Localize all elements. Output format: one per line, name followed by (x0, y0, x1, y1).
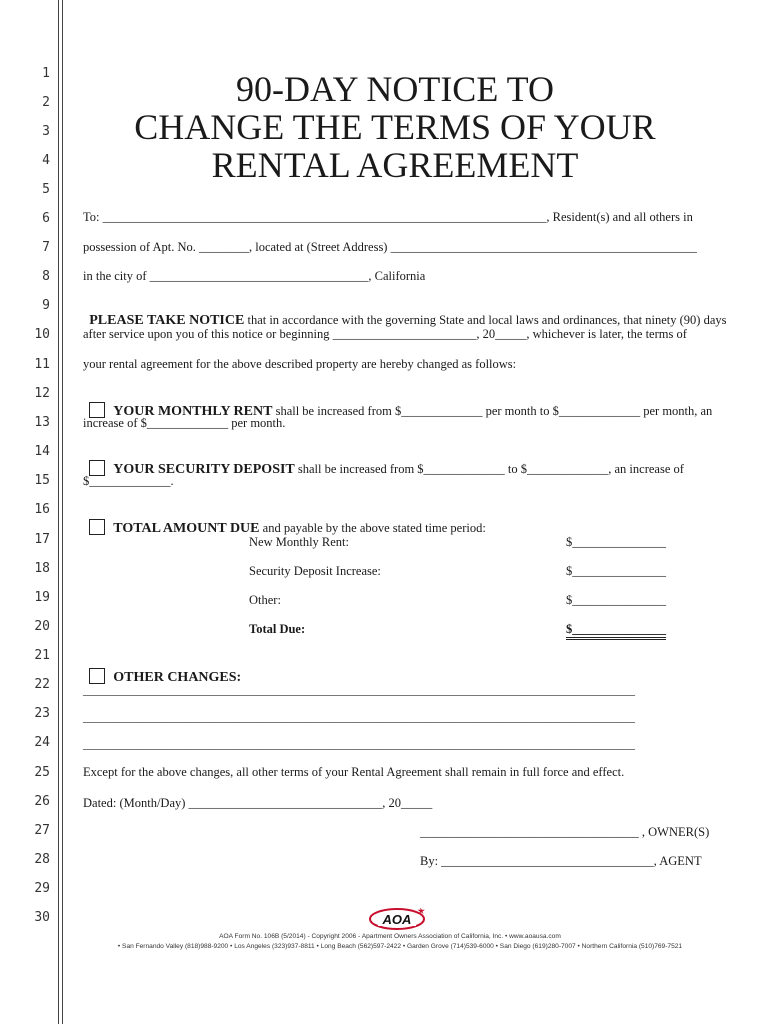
logo-text: AOA (382, 912, 412, 927)
notice-paragraph (83, 298, 726, 329)
full-force-statement: Except for the above changes, all other terms of your Rental Agreement shall remain in full force and effect. (83, 765, 625, 779)
line-number: 1 (42, 66, 50, 81)
monthly-rent-heading: YOUR MONTHLY RENT (113, 404, 273, 419)
line-number: 14 (34, 444, 50, 459)
line-number: 12 (34, 386, 50, 401)
line-number: 11 (34, 357, 50, 372)
notice-text: that in accordance with the governing State and local laws and ordinances, that ninety (90) days (244, 313, 727, 327)
apartment-address-field[interactable]: possession of Apt. No. ________, located at (Street Address) _________________________________________________ (83, 240, 697, 254)
line-number: 18 (34, 561, 50, 576)
line-number: 7 (42, 240, 50, 255)
city-field[interactable]: in the city of ___________________________________, California (83, 269, 426, 283)
other-changes-line[interactable]: ____________________________________________________________________________________________ (83, 710, 635, 724)
margin-rule-left (58, 0, 59, 1024)
other-changes-option (83, 653, 241, 686)
title-line: 90-DAY NOTICE TO (235, 69, 554, 109)
other-changes-checkbox[interactable] (89, 668, 105, 684)
total-amount-text: and payable by the above stated time period: (259, 521, 486, 535)
security-deposit-text[interactable]: shall be increased from $_____________ to $_____________, an increase of (294, 462, 684, 476)
totals-label: Other: (249, 593, 281, 607)
rent-increase-field[interactable]: increase of $_____________ per month. (83, 416, 286, 430)
footer-contact-numbers: • San Fernando Valley (818)988-9200 • Los Angeles (323)937-8811 • Long Beach (562)597-2422 • Garden Grove (714)539-6000 • San Diego (619)280-7007 • Northern California (510)769-7521 (117, 943, 683, 950)
title-line: RENTAL AGREEMENT (211, 145, 579, 185)
security-deposit-heading: YOUR SECURITY DEPOSIT (113, 462, 295, 477)
line-number: 15 (34, 473, 50, 488)
totals-value-field[interactable]: $_______________ (566, 535, 666, 549)
page-title (90, 70, 700, 184)
line-number: 25 (34, 765, 50, 780)
line-number: 2 (42, 95, 50, 110)
margin-rule-right (62, 0, 63, 1024)
total-amount-checkbox[interactable] (89, 519, 105, 535)
line-number: 28 (34, 852, 50, 867)
other-changes-heading: OTHER CHANGES: (113, 670, 242, 685)
other-changes-line[interactable]: ____________________________________________________________________________________________ (83, 737, 635, 751)
totals-label: New Monthly Rent: (249, 535, 349, 549)
beginning-date-field[interactable]: after service upon you of this notice or beginning _______________________, 20_____, whichever is later, the terms of (83, 327, 687, 341)
aoa-logo (366, 905, 428, 931)
totals-label: Total Due: (249, 622, 306, 636)
line-number: 16 (34, 502, 50, 517)
line-number: 17 (34, 532, 50, 547)
to-resident-field[interactable]: To: _______________________________________________________________________, Resident(s) and all others in (83, 210, 693, 224)
owner-signature-field[interactable]: ___________________________________ , OWNER(S) (420, 825, 710, 839)
line-number: 22 (34, 677, 50, 692)
notice-heading: PLEASE TAKE NOTICE (89, 313, 245, 328)
line-number: 13 (34, 415, 50, 430)
totals-label: Security Deposit Increase: (249, 564, 381, 578)
line-number: 23 (34, 706, 50, 721)
total-amount-option (83, 504, 486, 537)
line-number: 10 (34, 327, 50, 342)
deposit-increase-field[interactable]: $_____________. (83, 474, 174, 488)
line-number: 24 (34, 735, 50, 750)
line-number: 26 (34, 794, 50, 809)
changes-intro-text: your rental agreement for the above described property are hereby changed as follows: (83, 357, 517, 371)
line-number: 6 (42, 211, 50, 226)
agent-signature-field[interactable]: By: __________________________________, AGENT (420, 854, 702, 868)
monthly-rent-text[interactable]: shall be increased from $_____________ per month to $_____________ per month, an (272, 404, 713, 418)
line-number: 21 (34, 648, 50, 663)
dated-field[interactable]: Dated: (Month/Day) _______________________________, 20_____ (83, 796, 433, 810)
line-number: 9 (42, 298, 50, 313)
line-number: 30 (34, 910, 50, 925)
line-number: 29 (34, 881, 50, 896)
line-number: 8 (42, 269, 50, 284)
totals-value-field[interactable]: $_______________ (566, 564, 666, 578)
line-number: 19 (34, 590, 50, 605)
title-line: CHANGE THE TERMS OF YOUR (134, 107, 656, 147)
totals-value-field[interactable]: $_______________ (566, 593, 666, 607)
total-due-field[interactable]: $_______________ (566, 622, 666, 640)
line-number: 3 (42, 124, 50, 139)
line-number: 20 (34, 619, 50, 634)
total-amount-heading: TOTAL AMOUNT DUE (113, 521, 260, 536)
line-number: 5 (42, 182, 50, 197)
other-changes-line[interactable]: ____________________________________________________________________________________________ (83, 683, 635, 697)
line-number: 27 (34, 823, 50, 838)
footer-copyright: AOA Form No. 106B (5/2014) - Copyright 2006 - Apartment Owners Association of California, Inc. • www.aoausa.com (219, 933, 561, 940)
line-number: 4 (42, 153, 50, 168)
